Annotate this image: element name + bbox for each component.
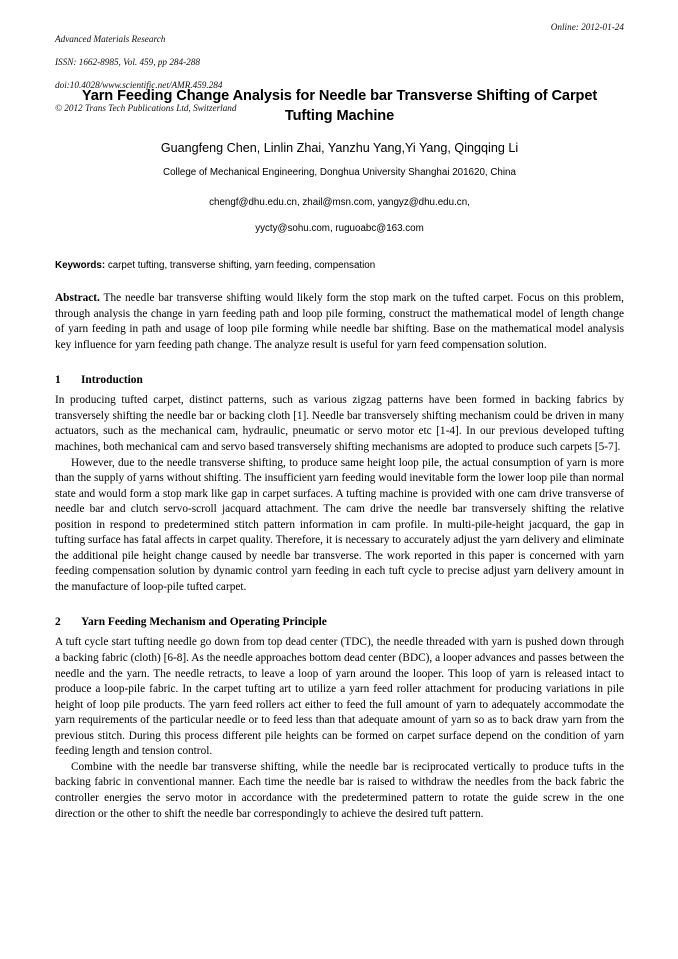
email-line-1: chengf@dhu.edu.cn, zhail@msn.com, yangyz@dhu.edu.cn, [209,197,470,208]
paragraph-2-1: A tuft cycle start tufting needle go down from top dead center (TDC), the needle threaded with yarn is pushed down through a backing fabric (cloth) [6-8]. As the needle approaches bottom dead center (BDC), a looper advances and passes between the needle and the yarn. The needle retracts, to leave a loop of yarn around the looper. This loop of yarn is released intact to produce a loop-pile fabric. In the carpet tufting art to utilize a yarn feed roller attachment for producing variations in pile height of loop pile products. The yarn feed rollers act either to feed the full amount of yarn to adequately accommodate the yarn requirements of the particular needle or to feed less than that adequate amount of yarn so as to back draw yarn from the previous stitch. During this process different pile heights can be formed on carpet surface depend on the condition of yarn feeding length and tension control. [55,636,624,758]
journal-identifier-block [55,22,624,126]
keywords-value: carpet tufting, transverse shifting, yarn feeding, compensation [105,260,376,271]
journal-doi-line: doi:10.4028/www.scientific.net/AMR.459.284 [55,79,223,90]
journal-name: Advanced Materials Research [55,33,166,44]
author-list: Guangfeng Chen, Linlin Zhai, Yanzhu Yang,Yi Yang, Qingqing Li [160,141,519,155]
section-yarn-feeding-mechanism [55,615,624,822]
affiliation: College of Mechanical Engineering, Donghua University Shanghai 201620, China [163,167,516,178]
section-number-2: 2 [55,616,61,629]
email-line-2: yycty@sohu.com, ruguoabc@163.com [255,223,424,234]
page-title: Yarn Feeding Change Analysis for Needle bar Transverse Shifting of Carpet Tufting Machine [81,88,598,124]
abstract [55,291,624,353]
journal-online-date: Online: 2012-01-24 [550,22,624,32]
journal-issn-line: ISSN: 1662-8985, Vol. 459, pp 284-288 [55,56,200,67]
section-heading-2 [55,615,624,630]
keywords-label: Keywords: [55,260,106,271]
section-title-1: Introduction [81,374,143,387]
section-number-1: 1 [55,374,61,387]
keywords [55,259,624,273]
abstract-label: Abstract. [55,292,100,304]
paragraph-1-1: In producing tufted carpet, distinct patterns, such as various zigzag patterns have been formed in backing fabrics by transversely shifting the needle bar or backing cloth [1]. Needle bar transversely shifting mechanism could be driven in many actuators, such as the mechanical cam, hydraulic, pneumatic or servo motor etc [1-4]. In our previous developed tufting machines, both mechanical cam and servo based transversely shifting mechanisms are adopted to produce such carpets [5-7]. [55,394,624,454]
paragraph-2-2: Combine with the needle bar transverse shifting, while the needle bar is reciprocated vertically to produce tufts in the backing fabric in conventional manner. Each time the needle bar is raised to withdraw the needles from the back fabric the controller energies the servo motor in accordance with the predetermined pattern to rotate the guide screw in the one direction or the other to shift the needle bar correspondingly to achieve the desired tuft pattern. [55,760,624,820]
abstract-text: The needle bar transverse shifting would likely form the stop mark on the tufted carpet. Focus on this problem, through analysis the change in yarn feeding path and loop pile forming, construct the mathematical model of length change of yarn feeding in path and usage of loop pile forming while needle bar shifting. Base on the mathematical model analysis key influence for yarn feeding path change. The analyze result is useful for yarn feed compensation solution. [55,292,624,351]
author-emails [55,190,624,242]
journal-copyright-line: © 2012 Trans Tech Publications Ltd, Switzerland [55,103,237,114]
section-title-2: Yarn Feeding Mechanism and Operating Principle [81,616,327,629]
paragraph-1-2: However, due to the needle transverse shifting, to produce same height loop pile, the actual consumption of yarn is more than the supply of yarns without shifting. The insufficient yarn feeding would inevitable form the lower loop pile than normal state and would form a stop mark like gap in carpet surfaces. A tufting machine is provided with one cam drive transverse of needle bar and clutch servo-scroll jacquard attachment. The cam drive the needle bar transversely shifting the relative position in respond to predetermined stitch pattern information in cam profile. In multi-pile-height jacquard, the gap in tufting surface has fatal affects in carpet quality. Therefore, it is necessary to accurately adjust the yarn delivery and eliminate the additional pile height change caused by needle bar transverse. The work reported in this paper is concerned with yarn feeding compensation solution by dynamic control yarn feeding in each tuft cycle to precise adjust yarn delivery amount in the manufacture of loop-pile tufted carpet. [55,456,624,593]
section-introduction [55,373,624,595]
section-heading-1 [55,373,624,388]
